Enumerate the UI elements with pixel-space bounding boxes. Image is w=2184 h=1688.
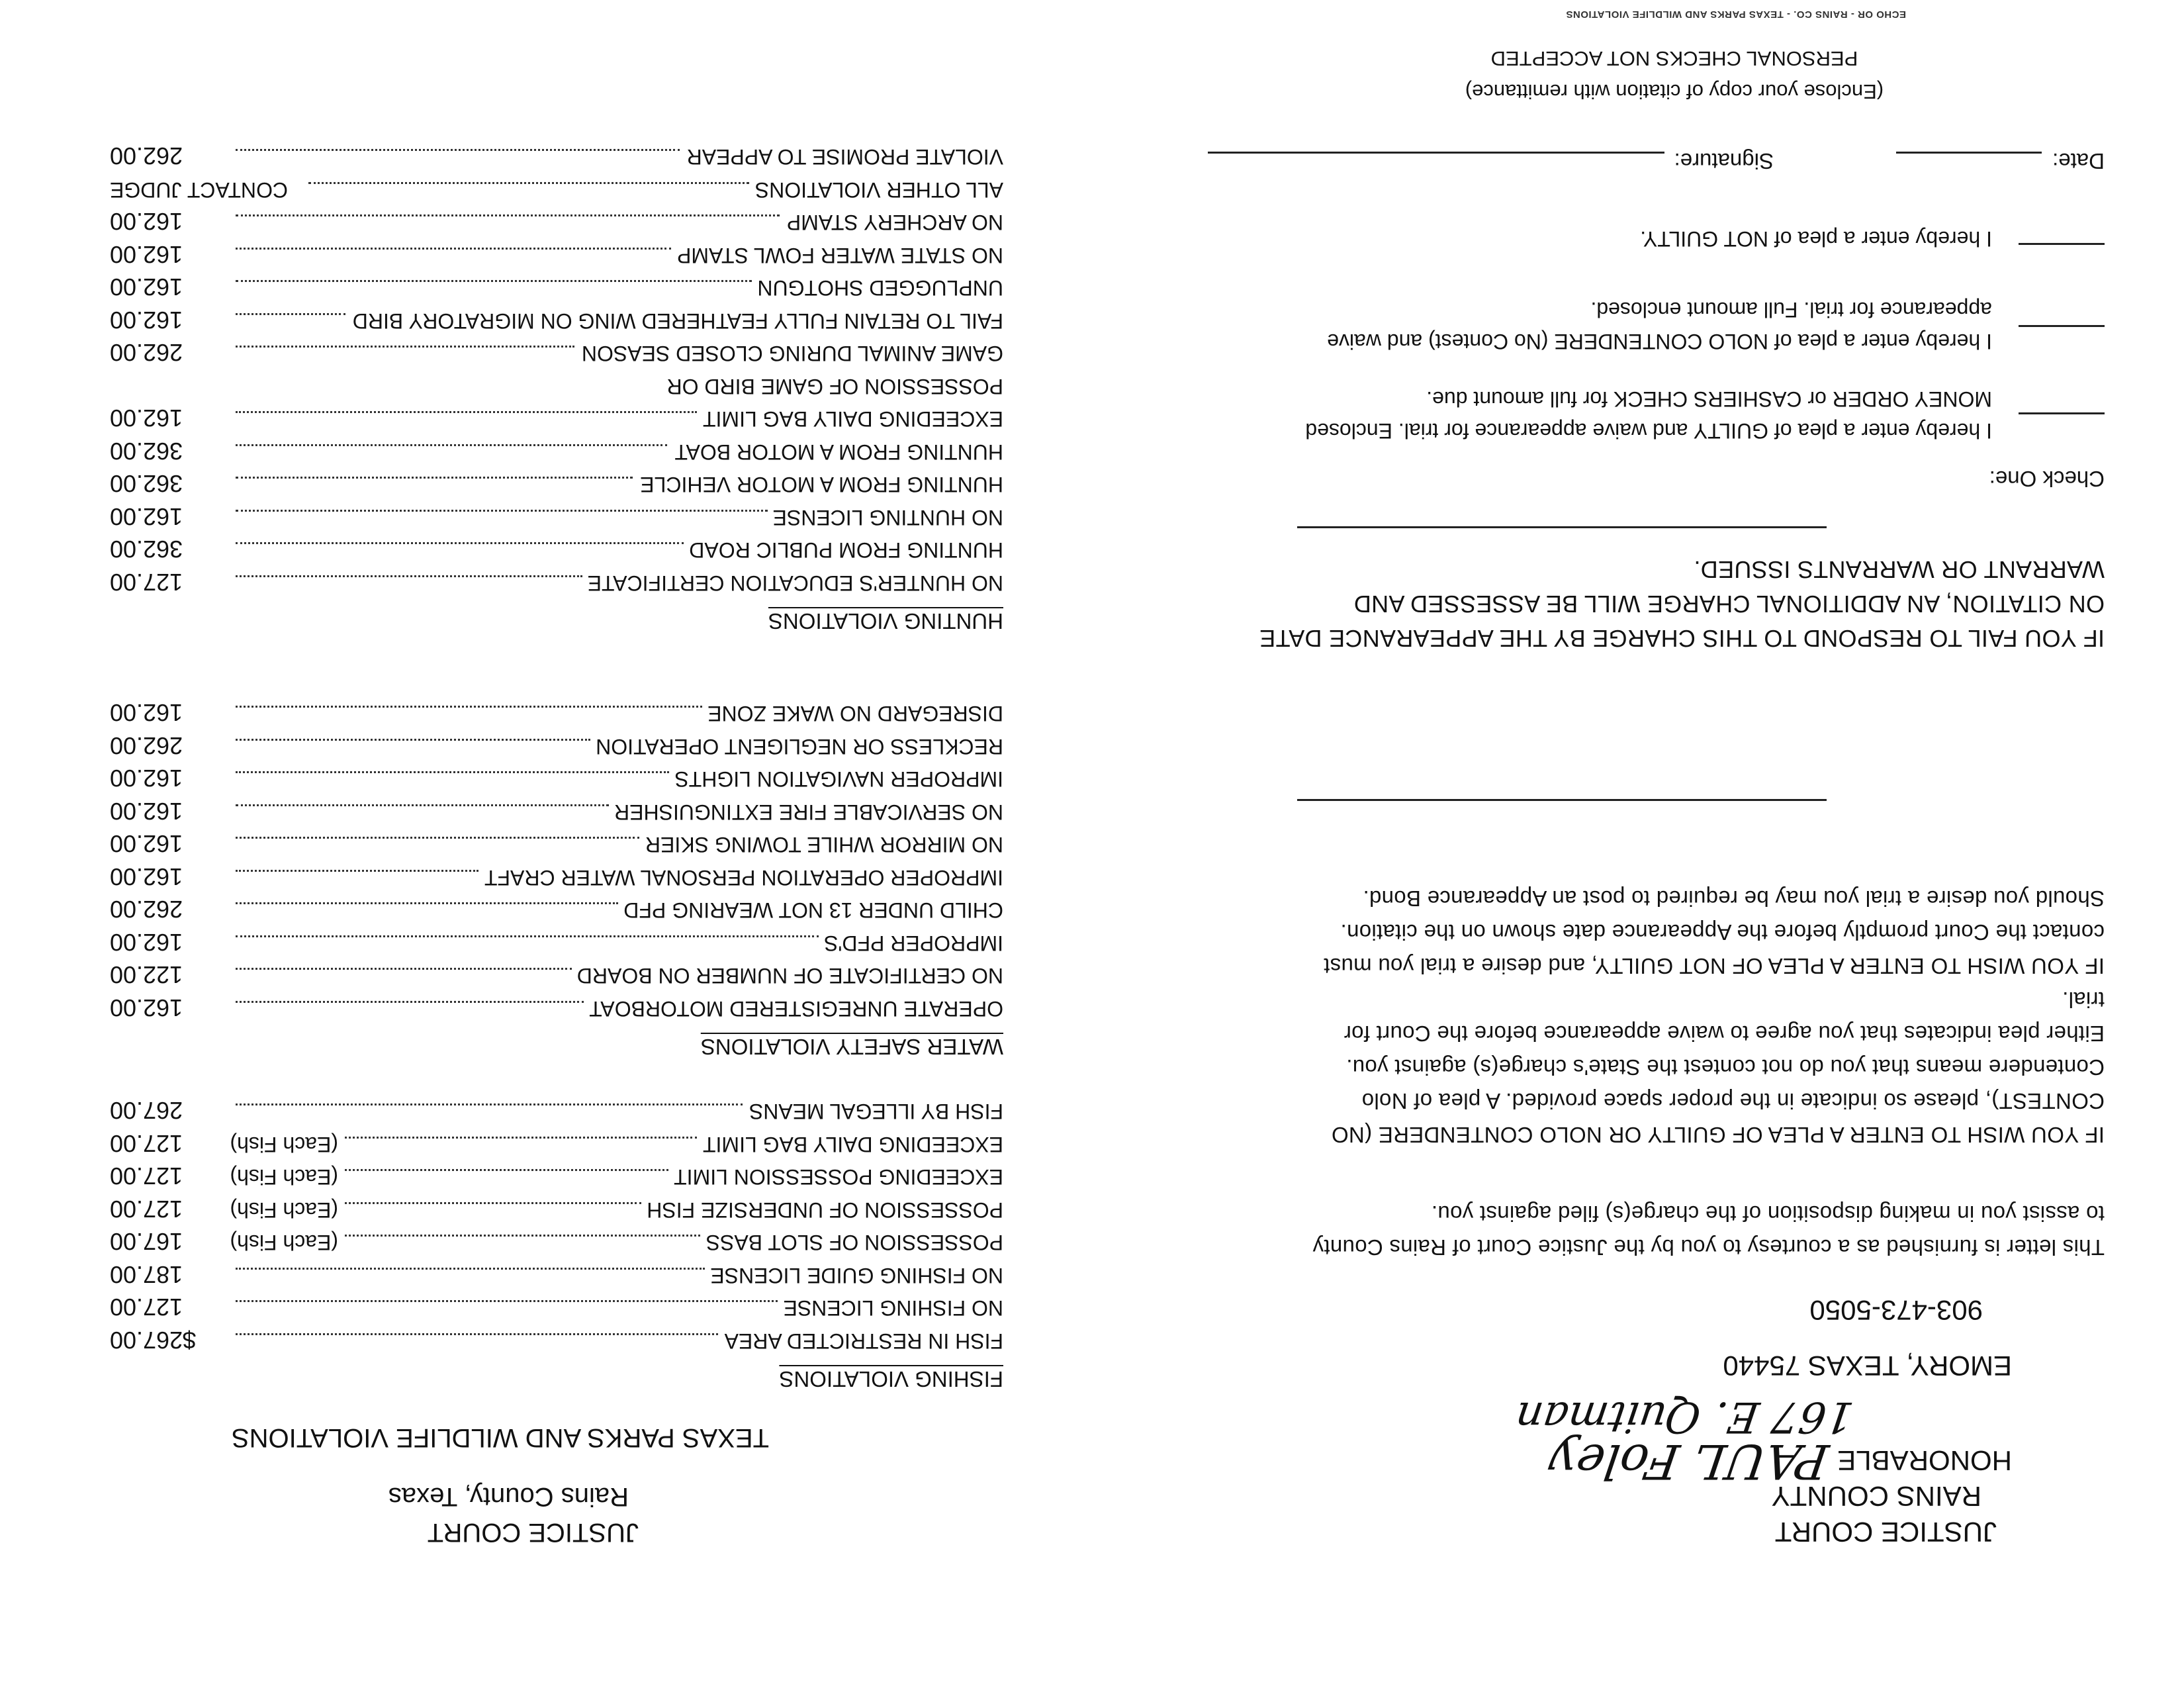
schedule-court-name: JUSTICE COURT xyxy=(427,1518,639,1547)
dot-leader xyxy=(236,313,345,315)
check-one-label: Check One: xyxy=(1989,467,2105,491)
dot-leader xyxy=(308,182,749,184)
violation-row xyxy=(110,299,1003,332)
fine-amount: 162.00 xyxy=(110,798,183,825)
dot-leader xyxy=(345,1202,641,1204)
dot-leader xyxy=(236,477,633,479)
signature-line-2 xyxy=(1297,526,1827,528)
violation-description: IMPROPER PFD'S xyxy=(823,931,1003,955)
fine-amount: 267.00 xyxy=(110,1097,183,1125)
fine-amount: 162.00 xyxy=(110,241,183,268)
dot-leader xyxy=(236,739,590,741)
violation-row xyxy=(110,1090,1003,1123)
violation-description: CHILD UNDER 13 NOT WEARING PFD xyxy=(623,898,1003,923)
judge-title: HONORABLE xyxy=(1837,1445,2012,1476)
fine-amount: 167.00 xyxy=(110,1228,183,1256)
fine-amount: 362.00 xyxy=(110,470,183,498)
violation-row xyxy=(110,1253,1003,1286)
violation-row xyxy=(110,1122,1003,1155)
violation-row xyxy=(110,233,1003,266)
each-fish-note: (Each Fish) xyxy=(230,1231,338,1255)
signature-label: Signature: xyxy=(1674,149,1774,173)
fine-amount: 127.00 xyxy=(110,1130,183,1157)
violation-description: EXCEEDING POSSESSION LIMIT xyxy=(674,1165,1003,1190)
option-nolo-text: I hereby enter a plea of NOLO CONTENDERE (No Contest) and waive appearance for trial. Full amount enclosed. xyxy=(1327,298,1992,353)
violation-description: EXCEEDING DAILY BAG LIMIT xyxy=(702,1133,1003,1156)
violation-description: NO ARCHERY STAMP xyxy=(786,211,1003,235)
violation-row xyxy=(110,561,1003,594)
violation-row xyxy=(110,463,1003,496)
violation-row xyxy=(110,201,1003,234)
dot-leader xyxy=(236,804,609,806)
violation-row xyxy=(110,888,1003,921)
dot-leader xyxy=(236,837,639,839)
dot-leader xyxy=(345,1137,697,1139)
dot-leader xyxy=(236,543,684,545)
violation-description: FAIL TO RETAIN FULLY FEATHERED WING ON MIGRATORY BIRD xyxy=(352,309,1003,333)
phone-number: 903-473-5050 xyxy=(1809,1295,1983,1326)
fine-amount: 162.00 xyxy=(110,404,183,432)
violation-description: EXCEEDING DAILY BAG LIMIT xyxy=(702,407,1003,432)
guilty-plea-paragraph: IF YOU WISH TO ENTER A PLEA OF GUILTY OR NOLO CONTENDERE (NO CONTEST), please so indicate in the proper space provided. A plea of Nolo Contendere means that you do not contest the State's charge(s) against you. Either plea indicates that you agree to waive appearance before the Court for trial. xyxy=(1331,988,2105,1147)
fine-amount: $267.00 xyxy=(110,1327,197,1354)
fine-amount: 262.00 xyxy=(110,339,183,367)
dot-leader xyxy=(236,1104,743,1106)
signature-line[interactable] xyxy=(1208,152,1664,154)
not-guilty-paragraph: IF YOU WISH TO ENTER A PLEA OF NOT GUILTY, and desire a trial you must contact the Court promptly before the Appearance date shown on the citation. Should you desire a trial you may be required to post an Appearance Bond. xyxy=(1323,886,2105,978)
violation-description: NO FISHING GUIDE LICENSE xyxy=(710,1264,1003,1288)
violation-row xyxy=(110,332,1003,365)
violation-description: GAME ANIMAL DURING CLOSED SEASON xyxy=(581,342,1003,366)
violation-description: HUNTING FROM PUBLIC ROAD xyxy=(689,538,1003,563)
violation-description: IMPROPER NAVIGATION LIGHTS xyxy=(674,767,1003,792)
violation-description: NO CERTIFICATE OF NUMBER ON BOARD xyxy=(576,964,1003,988)
violation-description: RECKLESS OR NEGLIGENT OPERATION xyxy=(596,735,1003,759)
dot-leader xyxy=(236,772,669,774)
violation-row xyxy=(110,823,1003,856)
violation-row xyxy=(110,1319,1003,1352)
fine-amount: 162.00 xyxy=(110,208,183,236)
violation-description: HUNTING FROM A MOTOR VEHICLE xyxy=(640,473,1003,497)
each-fish-note: (Each Fish) xyxy=(230,1165,338,1190)
violation-description: NO HUNTING LICENSE xyxy=(772,506,1003,530)
dot-leader xyxy=(236,1333,718,1335)
signature-line-1 xyxy=(1297,799,1827,801)
violation-row xyxy=(110,1155,1003,1188)
date-line[interactable] xyxy=(1896,152,2042,154)
letter-county: RAINS COUNTY xyxy=(1771,1481,1981,1512)
violation-description: DISREGARD NO WAKE ZONE xyxy=(707,702,1003,726)
fine-amount: 162.00 xyxy=(110,273,183,301)
fine-amount: 127.00 xyxy=(110,1293,183,1321)
fine-amount: 162.00 xyxy=(110,929,183,956)
dot-leader xyxy=(345,1170,668,1172)
violation-description: ALL OTHER VIOLATIONS xyxy=(754,178,1003,202)
violation-description: IMPROPER OPERATION PERSONAL WATER CRAFT xyxy=(484,866,1003,890)
violation-row xyxy=(110,921,1003,954)
violation-description: POSSESSION OF UNDERSIZE FISH xyxy=(647,1198,1003,1222)
option-guilty-blank[interactable] xyxy=(2019,412,2105,414)
violation-description: NO MIRROR WHILE TOWING SKIER xyxy=(645,833,1003,857)
fine-amount: 262.00 xyxy=(110,142,183,170)
option-guilty-text: I hereby enter a plea of GUILTY and waive appearance for trial. Enclosed MONEY ORDER or CASHIERS CHECK for full amount due. xyxy=(1305,387,1992,443)
dot-leader xyxy=(236,215,780,217)
violation-row xyxy=(110,1188,1003,1221)
dot-leader xyxy=(236,870,478,872)
violation-description: FISH IN RESTRICTED AREA xyxy=(724,1329,1003,1353)
fine-amount: 162.00 xyxy=(110,306,183,334)
dot-leader xyxy=(236,1001,584,1003)
violation-row xyxy=(110,1221,1003,1254)
schedule-county: Rains County, Texas xyxy=(388,1482,629,1511)
violation-row xyxy=(110,1286,1003,1319)
dot-leader xyxy=(236,1301,778,1303)
violation-row xyxy=(110,692,1003,725)
fine-amount: 262.00 xyxy=(110,896,183,923)
dot-leader xyxy=(345,1235,700,1237)
fine-amount: 127.00 xyxy=(110,1162,183,1190)
violation-description: OPERATE UNREGISTERED MOTORBOAT xyxy=(589,997,1003,1021)
violation-row xyxy=(110,855,1003,888)
violation-row xyxy=(110,430,1003,463)
dot-leader xyxy=(236,248,671,250)
dot-leader xyxy=(236,706,702,708)
dot-leader xyxy=(236,510,768,512)
enclose-note: (Enclose your copy of citation with remittance) xyxy=(1465,80,1884,103)
section-heading: WATER SAFETY VIOLATIONS xyxy=(700,1035,1003,1059)
warning-paragraph: IF YOU FAIL TO RESPOND TO THIS CHARGE BY THE APPEARANCE DATE ON CITATION, AN ADDITIONAL CHARGE WILL BE ASSESSED AND WARRANT OR WARRANTS ISSUED. xyxy=(1259,556,2105,652)
fine-amount: 122.00 xyxy=(110,961,183,989)
dot-leader xyxy=(236,968,572,970)
dot-leader xyxy=(236,903,618,905)
fine-amount: 162.00 xyxy=(110,699,183,727)
fine-amount: 127.00 xyxy=(110,569,183,596)
option-not-guilty-text: I hereby enter a plea of NOT GUILTY. xyxy=(1640,227,1992,251)
intro-paragraph: This letter is furnished as a courtesy to you by the Justice Court of Rains County to assist you in making disposition of the charge(s) filed against you. xyxy=(1312,1201,2105,1260)
violation-row xyxy=(110,364,1003,397)
fine-amount: 362.00 xyxy=(110,536,183,563)
section-heading: HUNTING VIOLATIONS xyxy=(768,609,1003,633)
dot-leader xyxy=(236,281,752,283)
violation-row xyxy=(110,790,1003,823)
violation-row xyxy=(110,724,1003,757)
schedule-title: TEXAS PARKS AND WILDLIFE VIOLATIONS xyxy=(231,1423,769,1452)
each-fish-note: (Each Fish) xyxy=(230,1198,338,1222)
violation-row xyxy=(110,495,1003,528)
option-nolo-blank[interactable] xyxy=(2019,325,2105,327)
section-heading: FISHING VIOLATIONS xyxy=(779,1367,1003,1391)
violation-row xyxy=(110,167,1003,201)
city-state-zip: EMORY, TEXAS 75440 xyxy=(1723,1350,2012,1382)
option-not-guilty-blank[interactable] xyxy=(2019,243,2105,245)
fine-amount: 262.00 xyxy=(110,732,183,759)
violation-row xyxy=(110,757,1003,790)
dot-leader xyxy=(236,935,819,937)
violation-description: FISH BY ILLEGAL MEANS xyxy=(749,1100,1003,1124)
fine-amount: 162.00 xyxy=(110,994,183,1021)
date-label: Date: xyxy=(2052,149,2105,173)
fine-amount: 162.00 xyxy=(110,503,183,530)
violation-description: NO HUNTER'S EDUCATION CERTIFICATE xyxy=(587,571,1003,595)
fine-amount: 127.00 xyxy=(110,1196,183,1223)
violation-row xyxy=(110,397,1003,430)
fine-amount: 187.00 xyxy=(110,1261,183,1288)
dot-leader xyxy=(236,444,667,446)
footer-code: ECHO OR - RAINS CO. - TEXAS PARKS AND WILDLIFE VIOLATIONS xyxy=(1565,9,1906,20)
judge-name-handwritten: PAUL Foley xyxy=(1545,1434,1832,1489)
checks-note: PERSONAL CHECKS NOT ACCEPTED xyxy=(1490,47,1858,70)
fine-amount: CONTACT JUDGE xyxy=(110,178,289,202)
dot-leader xyxy=(236,1268,705,1270)
violation-row xyxy=(110,528,1003,561)
violation-description: NO SERVICABLE FIRE EXTINGUISHER xyxy=(614,800,1003,824)
violation-row xyxy=(110,986,1003,1019)
violation-description: HUNTING FROM A MOTOR BOAT xyxy=(674,440,1003,464)
fine-amount: 362.00 xyxy=(110,438,183,465)
fine-amount: 162.00 xyxy=(110,830,183,858)
violation-row xyxy=(110,954,1003,987)
each-fish-note: (Each Fish) xyxy=(230,1133,338,1156)
dot-leader xyxy=(236,150,680,152)
violation-row xyxy=(110,135,1003,168)
fine-amount: 162.00 xyxy=(110,765,183,792)
street-handwritten: 167 E. Quitman xyxy=(1512,1392,1857,1441)
violation-description: NO STATE WATER FOWL STAMP xyxy=(676,244,1003,267)
violation-description: UNPLUGGED SHOTGUN xyxy=(757,276,1003,301)
dot-leader xyxy=(236,346,574,348)
dot-leader xyxy=(236,575,582,577)
letter-court-name: JUSTICE COURT xyxy=(1774,1517,1997,1548)
letter-panel xyxy=(1092,0,2184,1688)
violation-row xyxy=(110,266,1003,299)
violation-description: VIOLATE PROMISE TO APPEAR xyxy=(686,145,1003,169)
violation-description: NO FISHING LICENSE xyxy=(783,1296,1003,1321)
dot-leader xyxy=(236,412,697,414)
violation-description: POSSESSION OF SLOT BASS xyxy=(705,1231,1003,1255)
violation-description: POSSESSION OF GAME BIRD OR xyxy=(666,375,1003,399)
fine-amount: 162.00 xyxy=(110,863,183,890)
